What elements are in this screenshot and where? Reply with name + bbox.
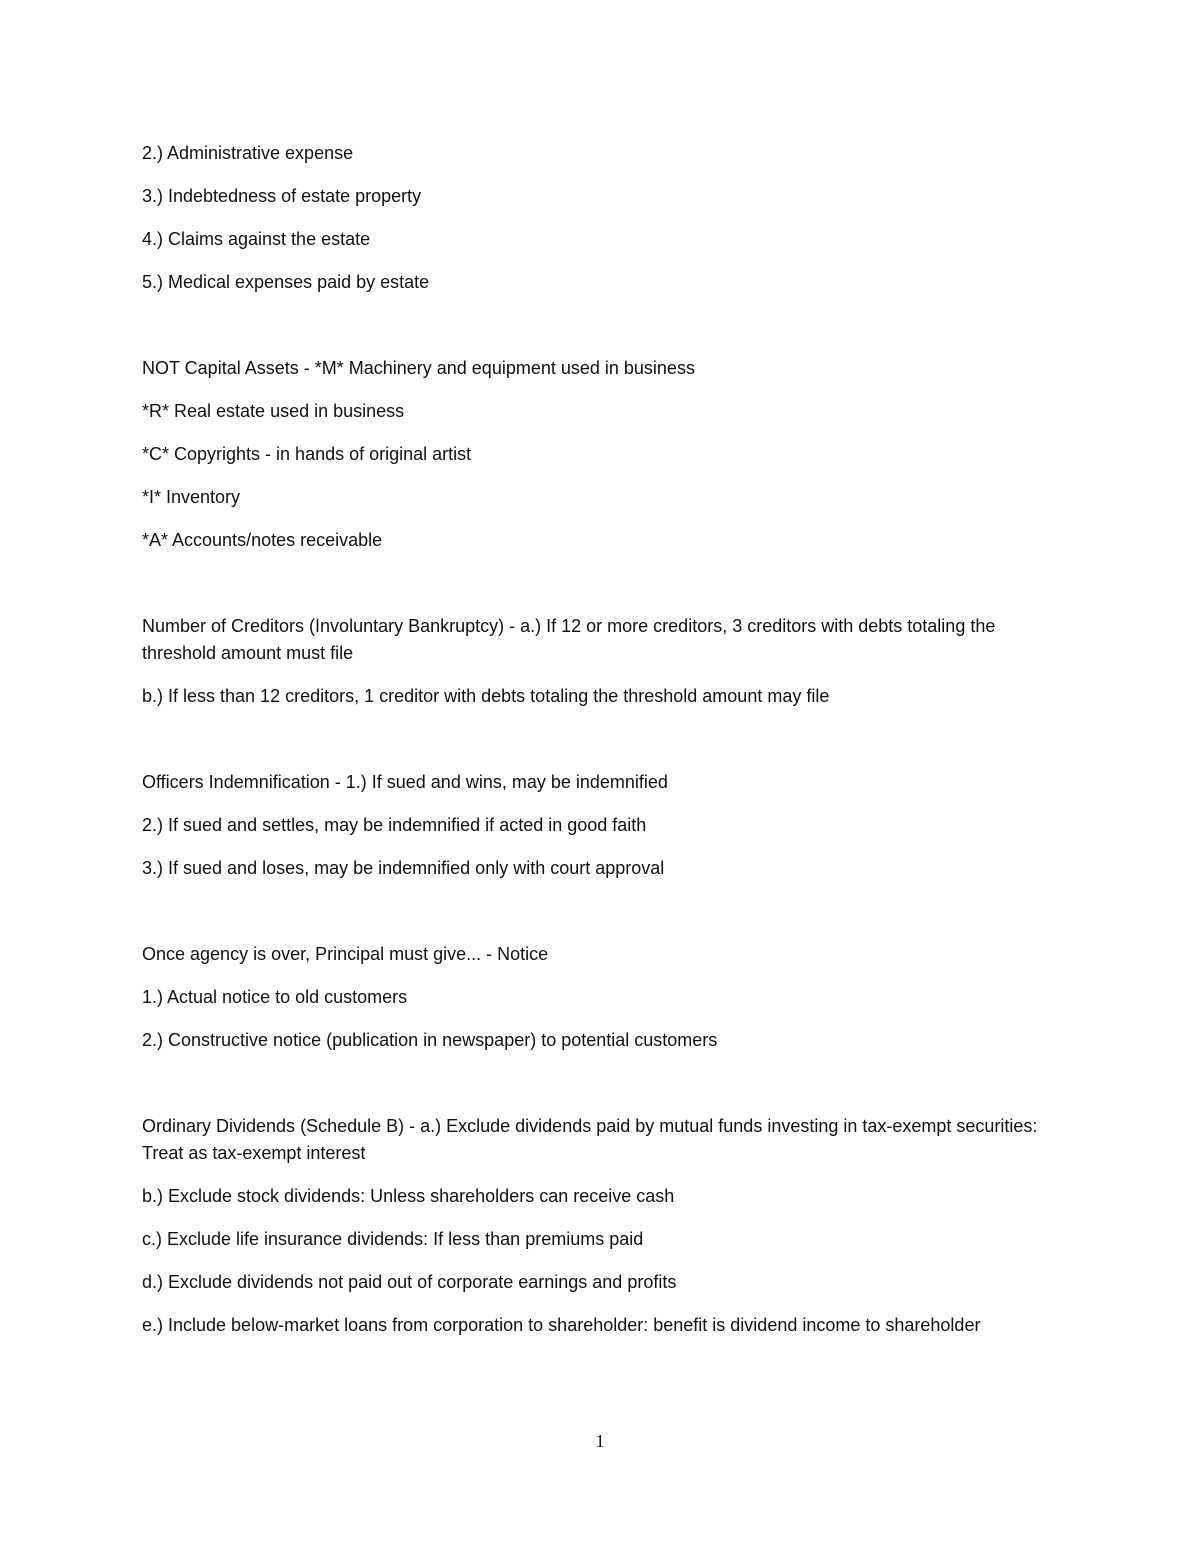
list-item: 3.) If sued and loses, may be indemnified only with court approval [142,858,665,878]
section-spacer [142,570,1072,613]
list-item: c.) Exclude life insurance dividends: If less than premiums paid [142,1229,644,1249]
section-heading-capital-assets: NOT Capital Assets - *M* Machinery and equipment used in business [142,358,695,378]
section-heading-agency-notice: Once agency is over, Principal must give... - Notice [142,944,549,964]
document-body [142,140,1072,1355]
list-item: 4.) Claims against the estate [142,229,371,249]
section-heading-ordinary-dividends: Ordinary Dividends (Schedule B) - a.) Exclude dividends paid by mutual funds investing in tax-exempt securities: Treat as tax-exempt interest [142,1116,1038,1163]
section-heading-indemnification: Officers Indemnification - 1.) If sued and wins, may be indemnified [142,772,668,792]
list-item: *I* Inventory [142,487,241,507]
section-spacer [142,312,1072,355]
list-item: d.) Exclude dividends not paid out of corporate earnings and profits [142,1272,677,1292]
list-item: 2.) Administrative expense [142,143,354,163]
list-item: 1.) Actual notice to old customers [142,987,408,1007]
list-item: 3.) Indebtedness of estate property [142,186,422,206]
list-item: b.) Exclude stock dividends: Unless shareholders can receive cash [142,1186,675,1206]
list-item: *C* Copyrights - in hands of original artist [142,444,472,464]
section-spacer [142,1070,1072,1113]
list-item: 5.) Medical expenses paid by estate [142,272,430,292]
list-item: e.) Include below-market loans from corporation to shareholder: benefit is dividend income to shareholder [142,1315,981,1335]
list-item: *R* Real estate used in business [142,401,405,421]
list-item: b.) If less than 12 creditors, 1 creditor with debts totaling the threshold amount may file [142,686,830,706]
section-spacer [142,898,1072,941]
list-item: 2.) Constructive notice (publication in newspaper) to potential customers [142,1030,718,1050]
section-spacer [142,726,1072,769]
list-item: *A* Accounts/notes receivable [142,530,383,550]
page-number: 1 [595,1431,605,1451]
section-heading-creditors: Number of Creditors (Involuntary Bankruptcy) - a.) If 12 or more creditors, 3 creditors with debts totaling the threshold amount must file [142,616,996,663]
list-item: 2.) If sued and settles, may be indemnified if acted in good faith [142,815,647,835]
